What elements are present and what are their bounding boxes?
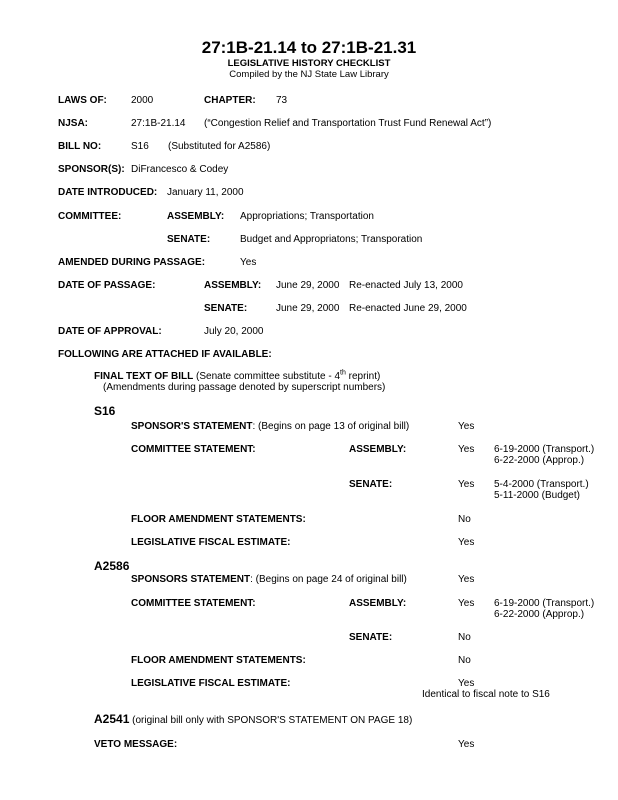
s16-sponsor-note: : (Begins on page 13 of original bill)	[252, 421, 410, 432]
a2586-floor-value: No	[458, 655, 471, 666]
date-introduced-value: January 11, 2000	[167, 187, 244, 198]
a2586-assembly-value: Yes	[458, 598, 475, 609]
sponsors-label: SPONSOR(S):	[58, 164, 125, 175]
a2586-assembly-detail-2: 6-22-2000 (Approp.)	[494, 609, 585, 620]
s16-senate-value: Yes	[458, 479, 475, 490]
committee-assembly-value: Appropriations; Transportation	[240, 211, 374, 222]
laws-of-value: 2000	[131, 95, 154, 106]
approval-label: DATE OF APPROVAL:	[58, 326, 162, 337]
final-text-desc: (Senate committee substitute - 4	[193, 371, 340, 382]
committee-label: COMMITTEE:	[58, 211, 122, 222]
a2586-assembly-label: ASSEMBLY:	[349, 598, 407, 609]
s16-fiscal-value: Yes	[458, 537, 475, 548]
passage-assembly-label: ASSEMBLY:	[204, 280, 262, 291]
date-introduced-label: DATE INTRODUCED:	[58, 187, 158, 198]
s16-floor-label: FLOOR AMENDMENT STATEMENTS:	[131, 514, 306, 525]
final-text-sup: th	[340, 369, 346, 377]
a2586-heading: A2586	[94, 559, 130, 573]
bill-no-note: (Substituted for A2586)	[168, 141, 271, 152]
chapter-value: 73	[276, 95, 288, 106]
s16-assembly-value: Yes	[458, 444, 475, 455]
checklist-subtitle: LEGISLATIVE HISTORY CHECKLIST	[227, 58, 391, 69]
page-title: 27:1B-21.14 to 27:1B-21.31	[201, 38, 417, 57]
passage-label: DATE OF PASSAGE:	[58, 280, 156, 291]
sponsors-value: DiFrancesco & Codey	[131, 164, 229, 175]
approval-value: July 20, 2000	[204, 326, 264, 337]
s16-senate-detail-2: 5-11-2000 (Budget)	[494, 490, 580, 501]
attached-heading: FOLLOWING ARE ATTACHED IF AVAILABLE:	[58, 349, 272, 360]
njsa-label: NJSA:	[58, 118, 89, 129]
committee-assembly-label: ASSEMBLY:	[167, 211, 225, 222]
veto-value: Yes	[458, 739, 475, 750]
s16-fiscal-label: LEGISLATIVE FISCAL ESTIMATE:	[131, 537, 291, 548]
final-text-desc-end: reprint)	[345, 371, 381, 382]
bill-no-label: BILL NO:	[58, 141, 102, 152]
s16-assembly-detail: 6-19-2000 (Transport.)	[494, 444, 595, 455]
a2586-floor-label: FLOOR AMENDMENT STATEMENTS:	[131, 655, 306, 666]
a2586-fiscal-note: Identical to fiscal note to S16	[422, 689, 550, 700]
a2586-fiscal-value: Yes	[458, 678, 475, 689]
a2586-sponsor-line	[131, 574, 407, 586]
s16-sponsor-value: Yes	[458, 421, 475, 432]
s16-senate-label: SENATE:	[349, 479, 393, 490]
njsa-value: 27:1B-21.14	[131, 118, 186, 129]
a2586-sponsor-value: Yes	[458, 574, 475, 585]
compiled-by: Compiled by the NJ State Law Library	[229, 69, 389, 80]
amended-label: AMENDED DURING PASSAGE:	[58, 257, 206, 268]
a2586-sponsor-label: SPONSORS STATEMENT	[131, 574, 251, 585]
passage-senate-note: Re-enacted June 29, 2000	[349, 303, 467, 314]
committee-senate-value: Budget and Appropriatons; Transporation	[240, 234, 423, 245]
final-text-note: (Amendments during passage denoted by superscript numbers)	[103, 382, 386, 393]
chapter-label: CHAPTER:	[204, 95, 256, 106]
a2541-heading: A2541	[94, 712, 130, 726]
passage-assembly-date: June 29, 2000	[276, 280, 340, 291]
committee-senate-label: SENATE:	[167, 234, 211, 245]
laws-of-label: LAWS OF:	[58, 95, 107, 106]
s16-floor-value: No	[458, 514, 471, 525]
a2541-line	[94, 713, 412, 727]
a2541-note: (original bill only with SPONSOR'S STATEMENT ON PAGE 18)	[129, 715, 413, 726]
a2586-assembly-detail: 6-19-2000 (Transport.)	[494, 598, 595, 609]
passage-senate-label: SENATE:	[204, 303, 248, 314]
veto-label: VETO MESSAGE:	[94, 739, 178, 750]
a2586-sponsor-note: : (Begins on page 24 of original bill)	[250, 574, 407, 585]
njsa-act-title: (“Congestion Relief and Transportation Trust Fund Renewal Act”)	[204, 118, 492, 129]
s16-committee-label: COMMITTEE STATEMENT:	[131, 444, 256, 455]
final-text-label: FINAL TEXT OF BILL	[94, 371, 194, 382]
s16-assembly-label: ASSEMBLY:	[349, 444, 407, 455]
s16-sponsor-label: SPONSOR'S STATEMENT	[131, 421, 253, 432]
s16-assembly-detail-2: 6-22-2000 (Approp.)	[494, 455, 585, 466]
a2586-committee-label: COMMITTEE STATEMENT:	[131, 598, 256, 609]
s16-sponsor-line	[131, 421, 409, 433]
bill-no-value: S16	[131, 141, 149, 152]
amended-value: Yes	[240, 257, 257, 268]
passage-assembly-note: Re-enacted July 13, 2000	[349, 280, 463, 291]
s16-senate-detail: 5-4-2000 (Transport.)	[494, 479, 589, 490]
a2586-senate-label: SENATE:	[349, 632, 393, 643]
a2586-fiscal-label: LEGISLATIVE FISCAL ESTIMATE:	[131, 678, 291, 689]
a2586-senate-value: No	[458, 632, 471, 643]
s16-heading: S16	[94, 404, 116, 418]
passage-senate-date: June 29, 2000	[276, 303, 340, 314]
